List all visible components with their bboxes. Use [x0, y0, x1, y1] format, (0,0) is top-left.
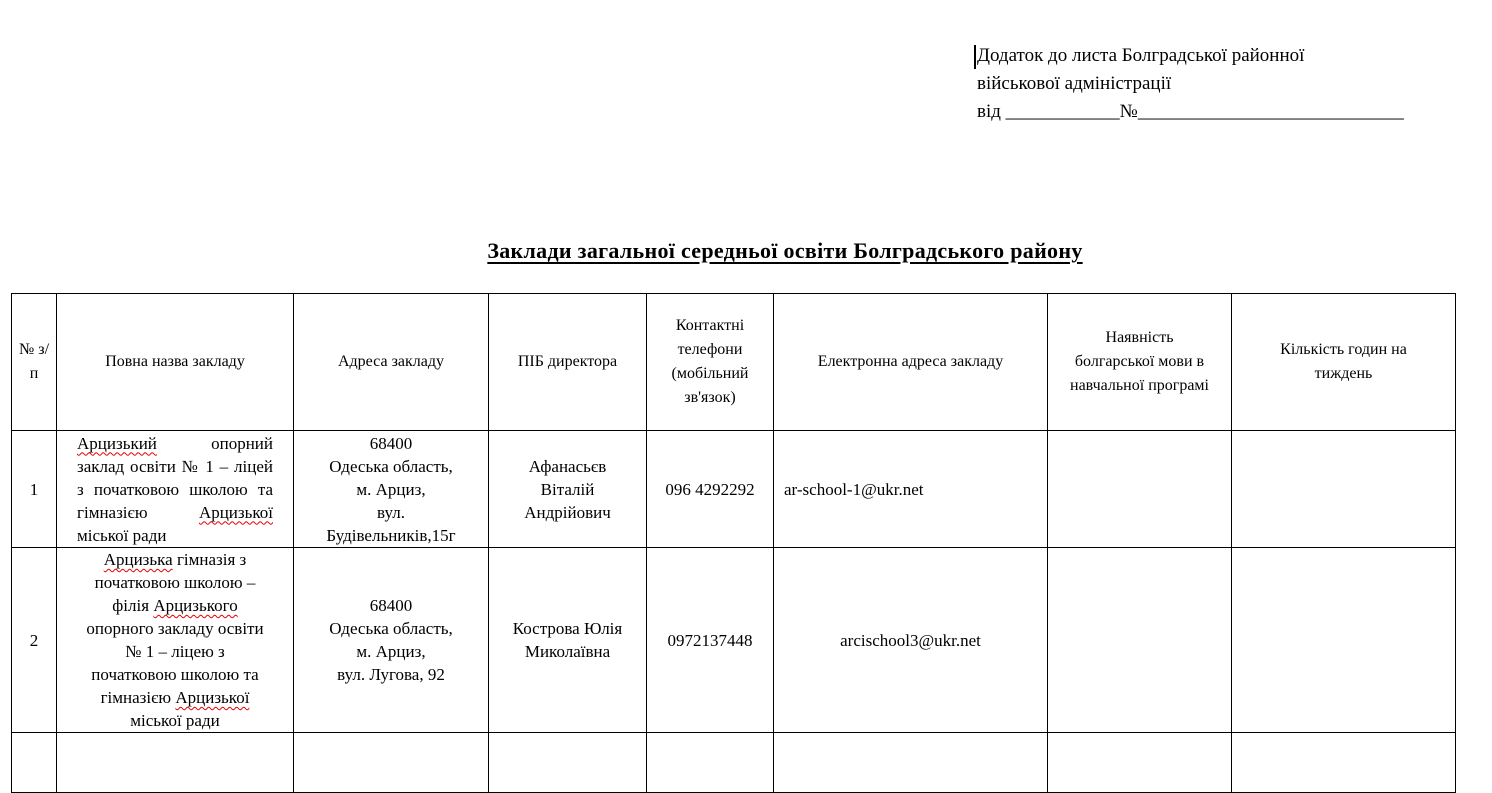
number-sign: №	[1119, 101, 1138, 122]
annotation-block	[977, 42, 1437, 126]
column-header-phone: Контактні телефони (мобільний зв'язок)	[647, 294, 774, 431]
page-title: Заклади загальної середньої освіти Болградського району	[487, 238, 1083, 263]
hours-cell	[1232, 548, 1456, 733]
misspelled-word: Арцизької	[175, 688, 250, 707]
director-cell: Афанасьєв Віталій Андрійович	[489, 431, 647, 548]
address-cell: 68400 Одеська область, м. Арциз, вул. Будівельників,15г	[294, 431, 489, 548]
number-blank: ____________________________	[1137, 101, 1404, 122]
misspelled-word: Арцизький	[77, 433, 157, 453]
row-number-cell: 1	[12, 431, 57, 548]
email-cell	[774, 733, 1048, 793]
column-header-number: № з/п	[12, 294, 57, 431]
from-date-blank: ____________	[1005, 101, 1120, 122]
header-row	[12, 294, 1456, 431]
email-cell: arcischool3@ukr.net	[774, 548, 1048, 733]
column-header-email: Електронна адреса закладу	[774, 294, 1048, 431]
bulgarian-language-cell	[1048, 733, 1232, 793]
school-name-cell: Арцизький опорний заклад освіти № 1 – ліцей з початковою школою та гімназією Арцизької міської ради	[57, 431, 294, 548]
table-row	[12, 733, 1456, 793]
row-number-cell	[12, 733, 57, 793]
school-name-cell	[57, 733, 294, 793]
email-cell: ar-school-1@ukr.net	[774, 431, 1048, 548]
column-header-school-name: Повна назва закладу	[57, 294, 294, 431]
table-row	[12, 431, 1456, 548]
table-body	[12, 431, 1456, 793]
column-header-address: Адреса закладу	[294, 294, 489, 431]
annotation-line-3	[977, 98, 1437, 126]
annotation-line-2: військової адміністрації	[977, 73, 1172, 94]
column-header-director: ПІБ директора	[489, 294, 647, 431]
hours-cell	[1232, 733, 1456, 793]
director-cell	[489, 733, 647, 793]
table-header	[12, 294, 1456, 431]
text-cursor	[974, 45, 976, 69]
phone-cell: 096 4292292	[647, 431, 774, 548]
from-label: від	[977, 101, 1006, 122]
column-header-bulgarian-language: Наявність болгарської мови в навчальної програмі	[1048, 294, 1232, 431]
phone-cell	[647, 733, 774, 793]
bulgarian-language-cell	[1048, 431, 1232, 548]
director-cell: Кострова Юлія Миколаївна	[489, 548, 647, 733]
misspelled-word: Арцизької	[198, 502, 273, 522]
address-cell: 68400 Одеська область, м. Арциз, вул. Лугова, 92	[294, 548, 489, 733]
schools-table	[11, 293, 1456, 793]
table-row	[12, 548, 1456, 733]
phone-cell: 0972137448	[647, 548, 774, 733]
misspelled-word: Арцизька	[103, 550, 173, 569]
bulgarian-language-cell	[1048, 548, 1232, 733]
annotation-line-1: Додаток до листа Болградської районної	[977, 45, 1305, 66]
school-name-cell: Арцизька гімназія з початковою школою – філія Арцизького опорного закладу освіти № 1 – ліцею з початковою школою та гімназією Арцизької міської ради	[57, 548, 294, 733]
misspelled-word: Арцизького	[153, 596, 238, 615]
row-number-cell: 2	[12, 548, 57, 733]
hours-cell	[1232, 431, 1456, 548]
column-header-hours: Кількість годин на тиждень	[1232, 294, 1456, 431]
address-cell	[294, 733, 489, 793]
